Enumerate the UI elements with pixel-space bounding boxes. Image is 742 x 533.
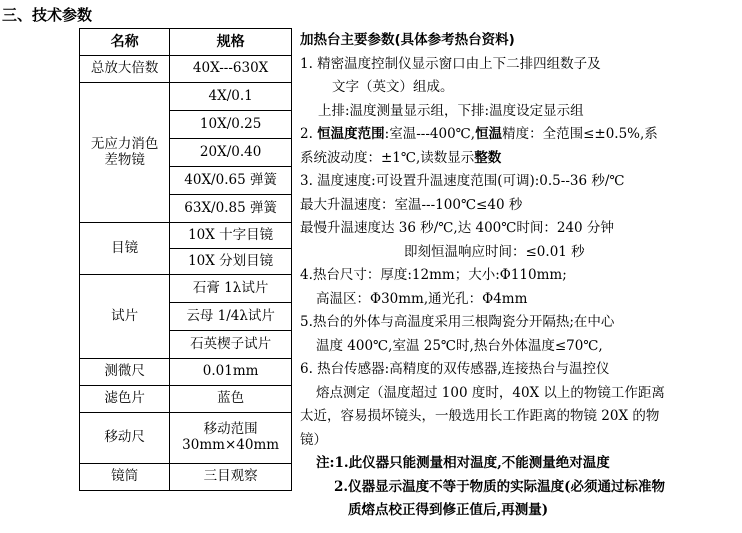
note-line: 2.仪器显示温度不等于物质的实际温度(必须通过标准物 [334,478,665,495]
line2-bold3: 整数 [474,149,502,166]
row-name-moving-ruler: 移动尺 [80,413,170,464]
param-line: 最大升温速度：室温---100℃≤40 秒 [300,196,523,213]
param-line: 太近，容易损坏镜头，一般选用长工作距离的物镜 20X 的物 [300,408,660,424]
row-value-tube: 三目观察 [170,464,292,491]
note-line: 质熔点校正得到修正值后,再测量) [348,502,549,518]
objective-value: 10X/0.25 [170,111,292,139]
param-line-constant-temp [300,123,740,147]
line2-mid2: 精度：全范围≤±0.5%, [502,126,645,142]
fluctuation-text: 系统波动度：±1℃,读数显示 [300,149,475,166]
objective-name-line2: 差物镜 [104,151,145,168]
param-line: 即刻恒温响应时间：≤0.01 秒 [404,243,585,260]
param-line: 3. 温度速度:可设置升温速度范围(可调):0.5--36 秒/℃ [300,173,625,189]
param-line: 上排:温度测量显示组，下排:温度设定显示组 [318,102,584,119]
row-name-objective [80,83,170,223]
table-row [80,275,292,303]
header-spec: 规格 [170,29,292,56]
objective-value: 20X/0.40 [170,139,292,167]
param-line: 熔点测定（温度超过 100 度时，40X 以上的物镜工作距离 [316,384,665,401]
objective-value: 63X/0.85 弹簧 [170,195,292,223]
test-plate-value: 石膏 1λ试片 [170,275,292,303]
note-line: 注:1.此仪器只能测量相对温度,不能测量绝对温度 [316,455,610,471]
objective-value: 4X/0.1 [170,83,292,111]
params-title: 加热台主要参数(具体参考热台资料) [300,32,515,48]
param-line: 最慢升温速度达 36 秒/℃,达 400℃时间：240 分钟 [300,220,614,236]
table-row [80,223,292,249]
table-row [80,413,292,464]
table-row [80,386,292,413]
row-name-total-mag: 总放大倍数 [80,56,170,83]
spec-table [79,28,292,491]
row-value-filter: 蓝色 [170,386,292,413]
param-line: 5.热台的外体与高温度采用三根陶瓷分开隔热;在中心 [300,314,615,330]
objective-name-line1: 无应力消色 [90,135,159,152]
line2-prefix: 2. [300,126,318,142]
row-name-eyepiece: 目镜 [80,223,170,275]
eyepiece-value: 10X 十字目镜 [170,223,292,249]
param-line: 高温区：Φ30mm,通光孔：Φ4mm [316,290,528,307]
header-name: 名称 [80,29,170,56]
param-line: 温度 400℃,室温 25℃时,热台外体温度≤70℃, [316,337,603,354]
table-row [80,56,292,83]
test-plate-value: 云母 1/4λ试片 [170,303,292,331]
param-line: 1. 精密温度控制仪显示窗口由上下二排四组数子及 [300,55,601,72]
row-name-filter: 滤色片 [80,386,170,413]
section-heading: 三、技术参数 [2,6,93,24]
param-line: 镜） [300,431,327,448]
row-name-micrometer: 测微尺 [80,359,170,386]
param-line [300,147,740,171]
line2-bold2: 恒温 [475,126,503,142]
line2-bold1: 恒温度范围 [317,126,385,142]
row-value-moving-ruler [170,413,292,464]
test-plate-value: 石英楔子试片 [170,331,292,359]
table-row [80,359,292,386]
row-name-test-plate: 试片 [80,275,170,359]
row-value-total-mag: 40X---630X [170,56,292,83]
param-line: 6. 热台传感器:高精度的双传感器,连接热台与温控仪 [300,361,610,377]
row-value-micrometer: 0.01mm [170,359,292,386]
eyepiece-value: 10X 分划目镜 [170,249,292,275]
param-line: 4.热台尺寸：厚度:12mm；大小:Φ110mm; [300,267,567,283]
table-header-row [80,29,292,56]
table-row [80,464,292,491]
line2-tail: 系 [644,126,658,142]
param-line: 文字（英文）组成。 [332,79,454,95]
table-row [80,83,292,111]
moving-ruler-line1: 移动范围 [203,421,258,438]
row-name-tube: 镜筒 [80,464,170,491]
heating-stage-params [300,29,740,523]
moving-ruler-line2: 30mm×40mm [182,437,280,453]
objective-value: 40X/0.65 弹簧 [170,167,292,195]
line2-mid1: :室温---400℃, [384,126,476,142]
